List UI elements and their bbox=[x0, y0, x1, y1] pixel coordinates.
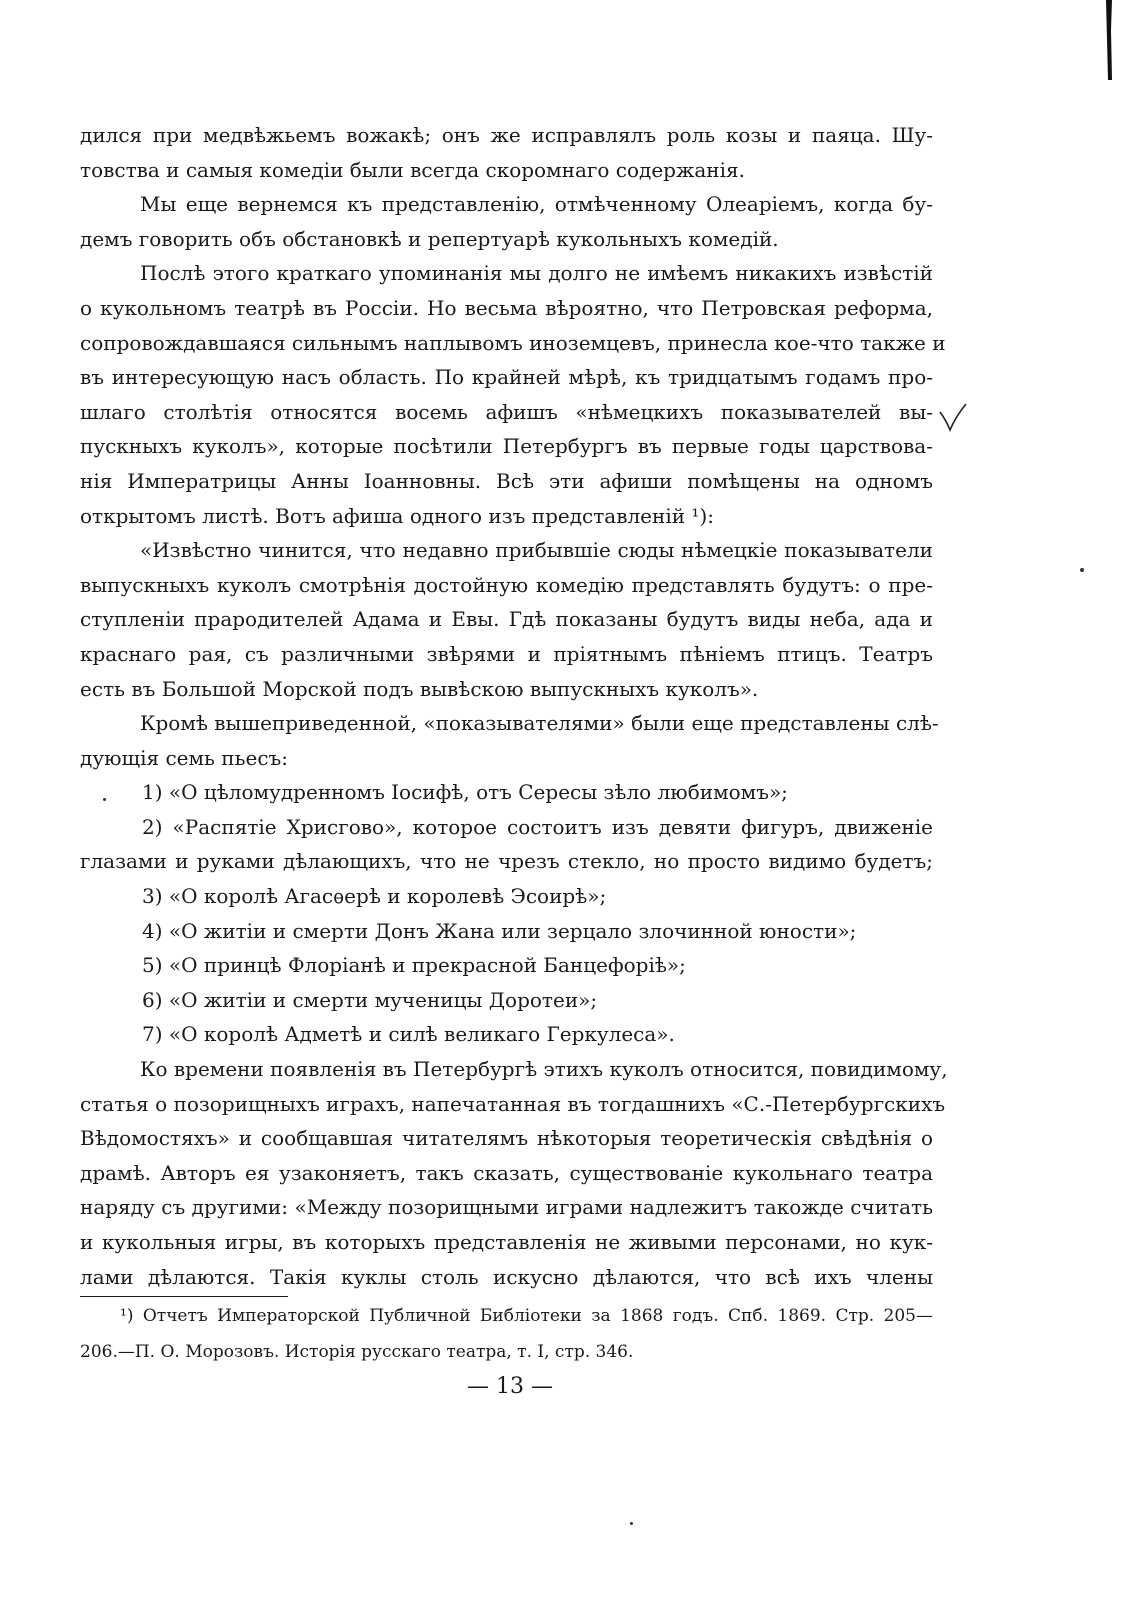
list-item: 1) «О цѣломудренномъ Іосифѣ, отъ Сересы зѣло любимомъ»; bbox=[142, 780, 788, 805]
page-number: — 13 — bbox=[467, 1374, 553, 1399]
text-line: статья о позорищныхъ играхъ, напечатанная въ тогдашнихъ «С.-Петербургскихъ bbox=[80, 1091, 946, 1116]
text-line: ступленіи прародителей Адама и Евы. Гдѣ показаны будутъ виды неба, ада и bbox=[80, 607, 933, 632]
text-line: пускныхъ куколъ», которые посѣтили Петербургъ въ первые годы царствова- bbox=[80, 434, 933, 459]
list-item: 3) «О королѣ Агасѳерѣ и королевѣ Эсоирѣ»; bbox=[142, 884, 607, 909]
footnote-line: ¹) Отчетъ Императорской Публичной Библіотеки за 1868 годъ. Спб. 1869. Стр. 205— bbox=[120, 1306, 933, 1326]
page-edge-mark bbox=[1100, 0, 1118, 80]
text-line: есть въ Большой Морской подъ вывѣскою выпускныхъ куколъ». bbox=[80, 676, 759, 701]
text-line: о кукольномъ театрѣ въ Россіи. Но весьма вѣроятно, что Петровская реформа, bbox=[80, 295, 933, 320]
text-line: дующія семь пьесъ: bbox=[80, 745, 289, 770]
text-line: драмѣ. Авторъ ея узаконяетъ, такъ сказать, существованіе кукольнаго театра bbox=[80, 1160, 933, 1185]
text-line: наряду съ другими: «Между позорищными играми надлежитъ такожде считать bbox=[80, 1195, 933, 1220]
text-line: Послѣ этого краткаго упоминанія мы долго не имѣемъ никакихъ извѣстій bbox=[140, 261, 933, 286]
list-item: 5) «О принцѣ Флоріанѣ и прекрасной Банцефоріѣ»; bbox=[142, 953, 686, 978]
paper-speck bbox=[630, 1522, 633, 1525]
list-item: 2) «Распятіе Хрисгово», которое состоитъ изъ девяти фигуръ, движеніе bbox=[142, 814, 933, 839]
text-line: Кромѣ вышеприведенной, «показывателями» были еще представлены слѣ- bbox=[140, 711, 939, 736]
footnote-line: 206.—П. О. Морозовъ. Исторія русскаго театра, т. I, стр. 346. bbox=[80, 1342, 634, 1362]
text-line: краснаго рая, съ различными звѣрями и пріятнымъ пѣніемъ птицъ. Театръ bbox=[80, 641, 933, 666]
footnote-rule bbox=[80, 1296, 288, 1297]
list-item: 4) «О житіи и смерти Донъ Жана или зерцало злочинной юности»; bbox=[142, 918, 857, 943]
text-line: сопровождавшаяся сильнымъ наплывомъ иноземцевъ, принесла кое-что также и bbox=[80, 330, 946, 355]
text-line: демъ говорить объ обстановкѣ и репертуарѣ кукольныхъ комедій. bbox=[80, 226, 779, 251]
list-item: 7) «О королѣ Адметѣ и силѣ великаго Геркулеса». bbox=[142, 1022, 675, 1047]
text-line: дился при медвѣжьемъ вожакѣ; онъ же исправлялъ роль козы и паяца. Шу- bbox=[80, 123, 933, 147]
text-line: Ко времени появленія въ Петербургѣ этихъ куколъ относится, повидимому, bbox=[140, 1057, 948, 1082]
text-line: нія Императрицы Анны Іоанновны. Всѣ эти афиши помѣщены на одномъ bbox=[80, 468, 933, 493]
text-line: лами дѣлаются. Такія куклы столь искусно дѣлаются, что всѣ ихъ члены bbox=[80, 1264, 933, 1289]
text-line: Вѣдомостяхъ» и сообщавшая читателямъ нѣкоторыя теоретическія свѣдѣнія о bbox=[80, 1126, 933, 1151]
text-line: выпускныхъ куколъ смотрѣнія достойную комедію представлять будутъ: о пре- bbox=[80, 572, 933, 597]
text-line: глазами и руками дѣлающихъ, что не чрезъ стекло, но просто видимо будетъ; bbox=[80, 849, 933, 874]
text-line: въ интересующую насъ область. По крайней мѣрѣ, къ тридцатымъ годамъ про- bbox=[80, 365, 933, 390]
handwritten-check-mark bbox=[938, 402, 968, 434]
text-line: товства и самыя комедіи были всегда скоромнаго содержанія. bbox=[80, 157, 745, 182]
text-line: шлаго столѣтія относятся восемь афишъ «нѣмецкихъ показывателей вы- bbox=[80, 399, 933, 424]
main-text bbox=[80, 118, 948, 1294]
text-line: и кукольныя игры, въ которыхъ представленія не живыми персонами, но кук- bbox=[80, 1230, 933, 1254]
paper-speck bbox=[103, 798, 106, 801]
text-line: «Извѣстно чинится, что недавно прибывшіе сюды нѣмецкіе показыватели bbox=[140, 538, 933, 563]
text-line: Мы еще вернемся къ представленію, отмѣченному Олеаріемъ, когда бу- bbox=[140, 192, 933, 217]
paper-speck bbox=[1080, 568, 1084, 572]
list-item: 6) «О житіи и смерти мученицы Доротеи»; bbox=[142, 987, 598, 1012]
footnotes bbox=[80, 1298, 933, 1370]
text-line: открытомъ листѣ. Вотъ афиша одного изъ представленій ¹): bbox=[80, 503, 714, 528]
